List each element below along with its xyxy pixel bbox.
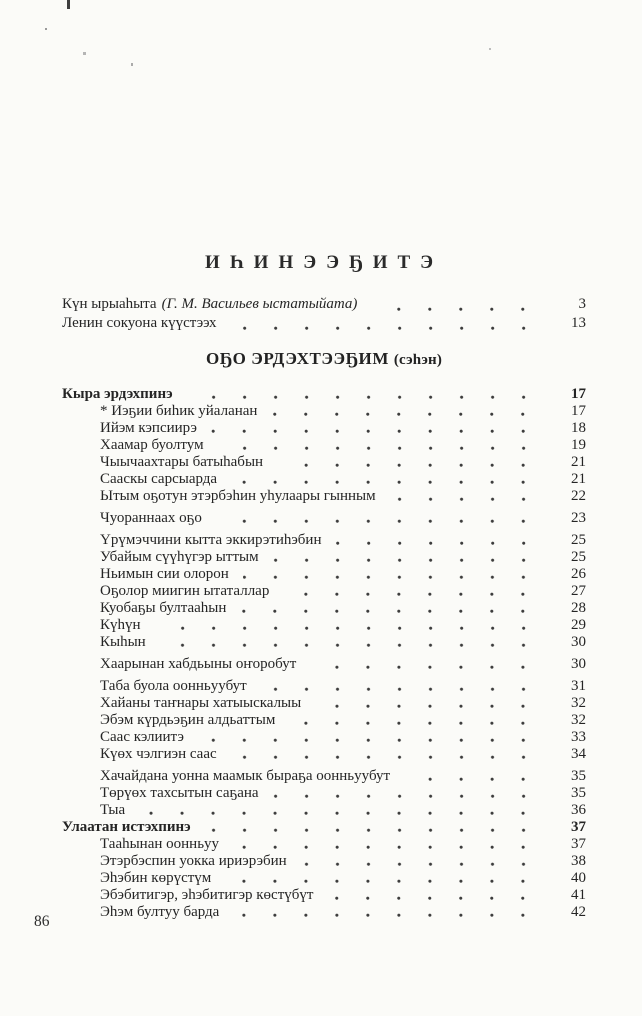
toc-entry-label: Ньимын сии олорон [100, 566, 229, 582]
toc-entry-label: * Иэҕии биһик уйаланан [100, 403, 258, 419]
toc-entry-label: Хачайдана уонна маамык быраҕа оонньуубут [100, 768, 391, 784]
toc-entry-page: 27 [571, 583, 586, 599]
scan-artifact [45, 28, 47, 30]
dot-leader [283, 592, 552, 597]
toc-entry [62, 887, 586, 904]
toc-entry-label: Эһэбин көрүстүм [100, 870, 212, 886]
toc-entry [62, 403, 586, 420]
toc-entry-page: 26 [571, 566, 586, 582]
dot-leader [205, 828, 552, 833]
dot-leader [231, 326, 552, 331]
toc-entry [62, 819, 586, 836]
dot-leader [231, 480, 552, 485]
toc-entry-label: Чуораннаах оҕо [100, 510, 202, 526]
toc-entry-page: 23 [571, 510, 586, 526]
toc-entry [62, 870, 586, 887]
scan-artifact [489, 48, 491, 50]
dot-leader [187, 395, 552, 400]
toc-entry [62, 836, 586, 853]
toc-entry-page: 42 [571, 904, 586, 920]
toc-entry-label: Куобаҕы бултааһын [100, 600, 227, 616]
dot-leader [273, 558, 552, 563]
toc-entry-label: Улаатан истэхпинэ [62, 819, 191, 835]
toc-entry [62, 617, 586, 634]
toc-entry [62, 471, 586, 488]
section-title: ОҔО ЭРДЭХТЭЭҔИМ [205, 349, 389, 368]
toc-entry-label: Чыычаахтары батыһабын [100, 454, 264, 470]
toc-entry-label: Тыа [100, 802, 126, 818]
dot-leader [139, 811, 552, 816]
toc-entry-label: Күөх чэлгиэн саас [100, 746, 217, 762]
toc-entry [62, 853, 586, 870]
toc-entry-label: Тааһынан оонньуу [100, 836, 220, 852]
dot-leader [155, 626, 552, 631]
toc-entry-page: 17 [571, 403, 586, 419]
toc-entry-page: 21 [571, 454, 586, 470]
toc-entry [62, 600, 586, 617]
toc-list [62, 386, 586, 921]
toc-entry [62, 386, 586, 403]
scan-artifact [83, 52, 86, 55]
toc-entry [62, 532, 586, 549]
toc-entry [62, 802, 586, 819]
toc-entry-page: 35 [571, 768, 586, 784]
section-subtitle: (сэһэн) [393, 352, 443, 368]
dot-leader [390, 497, 552, 502]
toc-entry [62, 729, 586, 746]
page-number: 86 [34, 913, 50, 930]
toc-entry [62, 678, 586, 695]
toc-entry-page: 37 [571, 819, 586, 835]
dot-leader [273, 794, 552, 799]
dot-leader [233, 913, 552, 918]
toc-entry-label: Сааскы сарсыарда [100, 471, 218, 487]
toc-entry [62, 510, 586, 527]
toc-entry-label: Күн ырыаһыта [62, 296, 157, 312]
toc-entry-label: Хаарынан хабдьыны оҥоробут [100, 656, 297, 672]
dot-leader [277, 463, 552, 468]
section-heading [62, 349, 586, 369]
toc-entry-page: 40 [571, 870, 586, 886]
toc-entry-page: 31 [571, 678, 586, 694]
toc-entry-note: (Г. М. Васильев ыстатыйата) [161, 296, 358, 312]
dot-leader [310, 665, 552, 670]
dot-leader [371, 307, 552, 312]
toc-entry-page: 38 [571, 853, 586, 869]
dot-leader [198, 738, 552, 743]
front-toc-list [62, 296, 586, 334]
toc-entry-label: Үрүмэччини кытта эккирэтиһэбин [100, 532, 322, 548]
toc-entry-page: 41 [571, 887, 586, 903]
toc-entry [62, 712, 586, 729]
dot-leader [404, 777, 552, 782]
toc-entry-label: Ийэм кэпсиирэ [100, 420, 197, 436]
toc-entry [62, 785, 586, 802]
toc-entry-page: 37 [571, 836, 586, 852]
toc-entry [62, 695, 586, 712]
toc-entry [62, 656, 586, 673]
toc-entry [62, 768, 586, 785]
dot-leader [315, 704, 552, 709]
toc-entry-label: Эбэбитигэр, эһэбитигэр көстүбүт [100, 887, 314, 903]
toc-entry [62, 904, 586, 921]
dot-leader [211, 429, 552, 434]
toc-entry-label: Этэрбэспин уокка ириэрэбин [100, 853, 287, 869]
toc-entry [62, 583, 586, 600]
toc-entry-label: Ленин сокуона күүстээх [62, 315, 217, 331]
dot-leader [289, 721, 552, 726]
toc-entry [62, 634, 586, 651]
toc-entry [62, 549, 586, 566]
dot-leader [216, 519, 552, 524]
toc-entry-label: Эбэм күрдьэҕин алдьаттым [100, 712, 276, 728]
toc-entry-page: 17 [571, 386, 586, 402]
toc-entry-label: Кыһын [100, 634, 146, 650]
toc-entry-label: Хаамар буолтум [100, 437, 204, 453]
toc-entry-page: 30 [571, 656, 586, 672]
toc-entry [62, 315, 586, 334]
toc-entry-page: 21 [571, 471, 586, 487]
dot-leader [243, 575, 552, 580]
toc-entry-page: 25 [571, 549, 586, 565]
toc-entry-page: 13 [571, 315, 586, 331]
dot-leader [261, 687, 552, 692]
toc-entry-page: 33 [571, 729, 586, 745]
toc-entry-page: 22 [571, 488, 586, 504]
dot-leader [225, 879, 552, 884]
dot-leader [218, 446, 552, 451]
dot-leader [327, 896, 552, 901]
toc-entry [62, 746, 586, 763]
toc-entry-label: Таба буола оонньуубут [100, 678, 247, 694]
toc-entry-page: 29 [571, 617, 586, 633]
toc-entry-page: 30 [571, 634, 586, 650]
dot-leader [271, 412, 552, 417]
toc-entry-page: 32 [571, 695, 586, 711]
toc-entry-page: 25 [571, 532, 586, 548]
toc-entry-page: 36 [571, 802, 586, 818]
toc-entry-label: Эһэм бултуу барда [100, 904, 220, 920]
toc-entry-label: Кыра эрдэхпинэ [62, 386, 173, 402]
toc-entry [62, 420, 586, 437]
dot-leader [233, 845, 552, 850]
toc-entry [62, 437, 586, 454]
toc-entry-page: 3 [578, 296, 586, 312]
scan-artifact [67, 0, 70, 9]
toc-entry-page: 18 [571, 420, 586, 436]
dot-leader [231, 755, 552, 760]
toc-entry-label: Убайым сүүһүгэр ыттым [100, 549, 259, 565]
toc-entry-page: 28 [571, 600, 586, 616]
scan-artifact [131, 63, 133, 66]
toc-entry-page: 19 [571, 437, 586, 453]
dot-leader [160, 643, 552, 648]
dot-leader [336, 541, 553, 546]
toc-entry [62, 488, 586, 505]
toc-entry-label: Оҕолор миигин ытаталлар [100, 583, 270, 599]
toc-entry [62, 296, 586, 315]
dot-leader [240, 609, 552, 614]
toc-entry-page: 32 [571, 712, 586, 728]
dot-leader [301, 862, 552, 867]
toc-entry [62, 454, 586, 471]
toc-entry [62, 566, 586, 583]
toc-entry-page: 35 [571, 785, 586, 801]
contents-title: ИҺИНЭЭҔИТЭ [204, 252, 444, 273]
toc-entry-label: Күһүн [100, 617, 141, 633]
toc-entry-page: 34 [571, 746, 586, 762]
toc-entry-label: Саас кэлиитэ [100, 729, 184, 745]
toc-entry-label: Хайаны таҥнары хатыыскалыы [100, 695, 302, 711]
toc-entry-label: Ытым оҕотун этэрбэһин уһулаары гынным [100, 488, 376, 504]
toc-entry-label: Төрүөх тахсытын саҕана [100, 785, 259, 801]
